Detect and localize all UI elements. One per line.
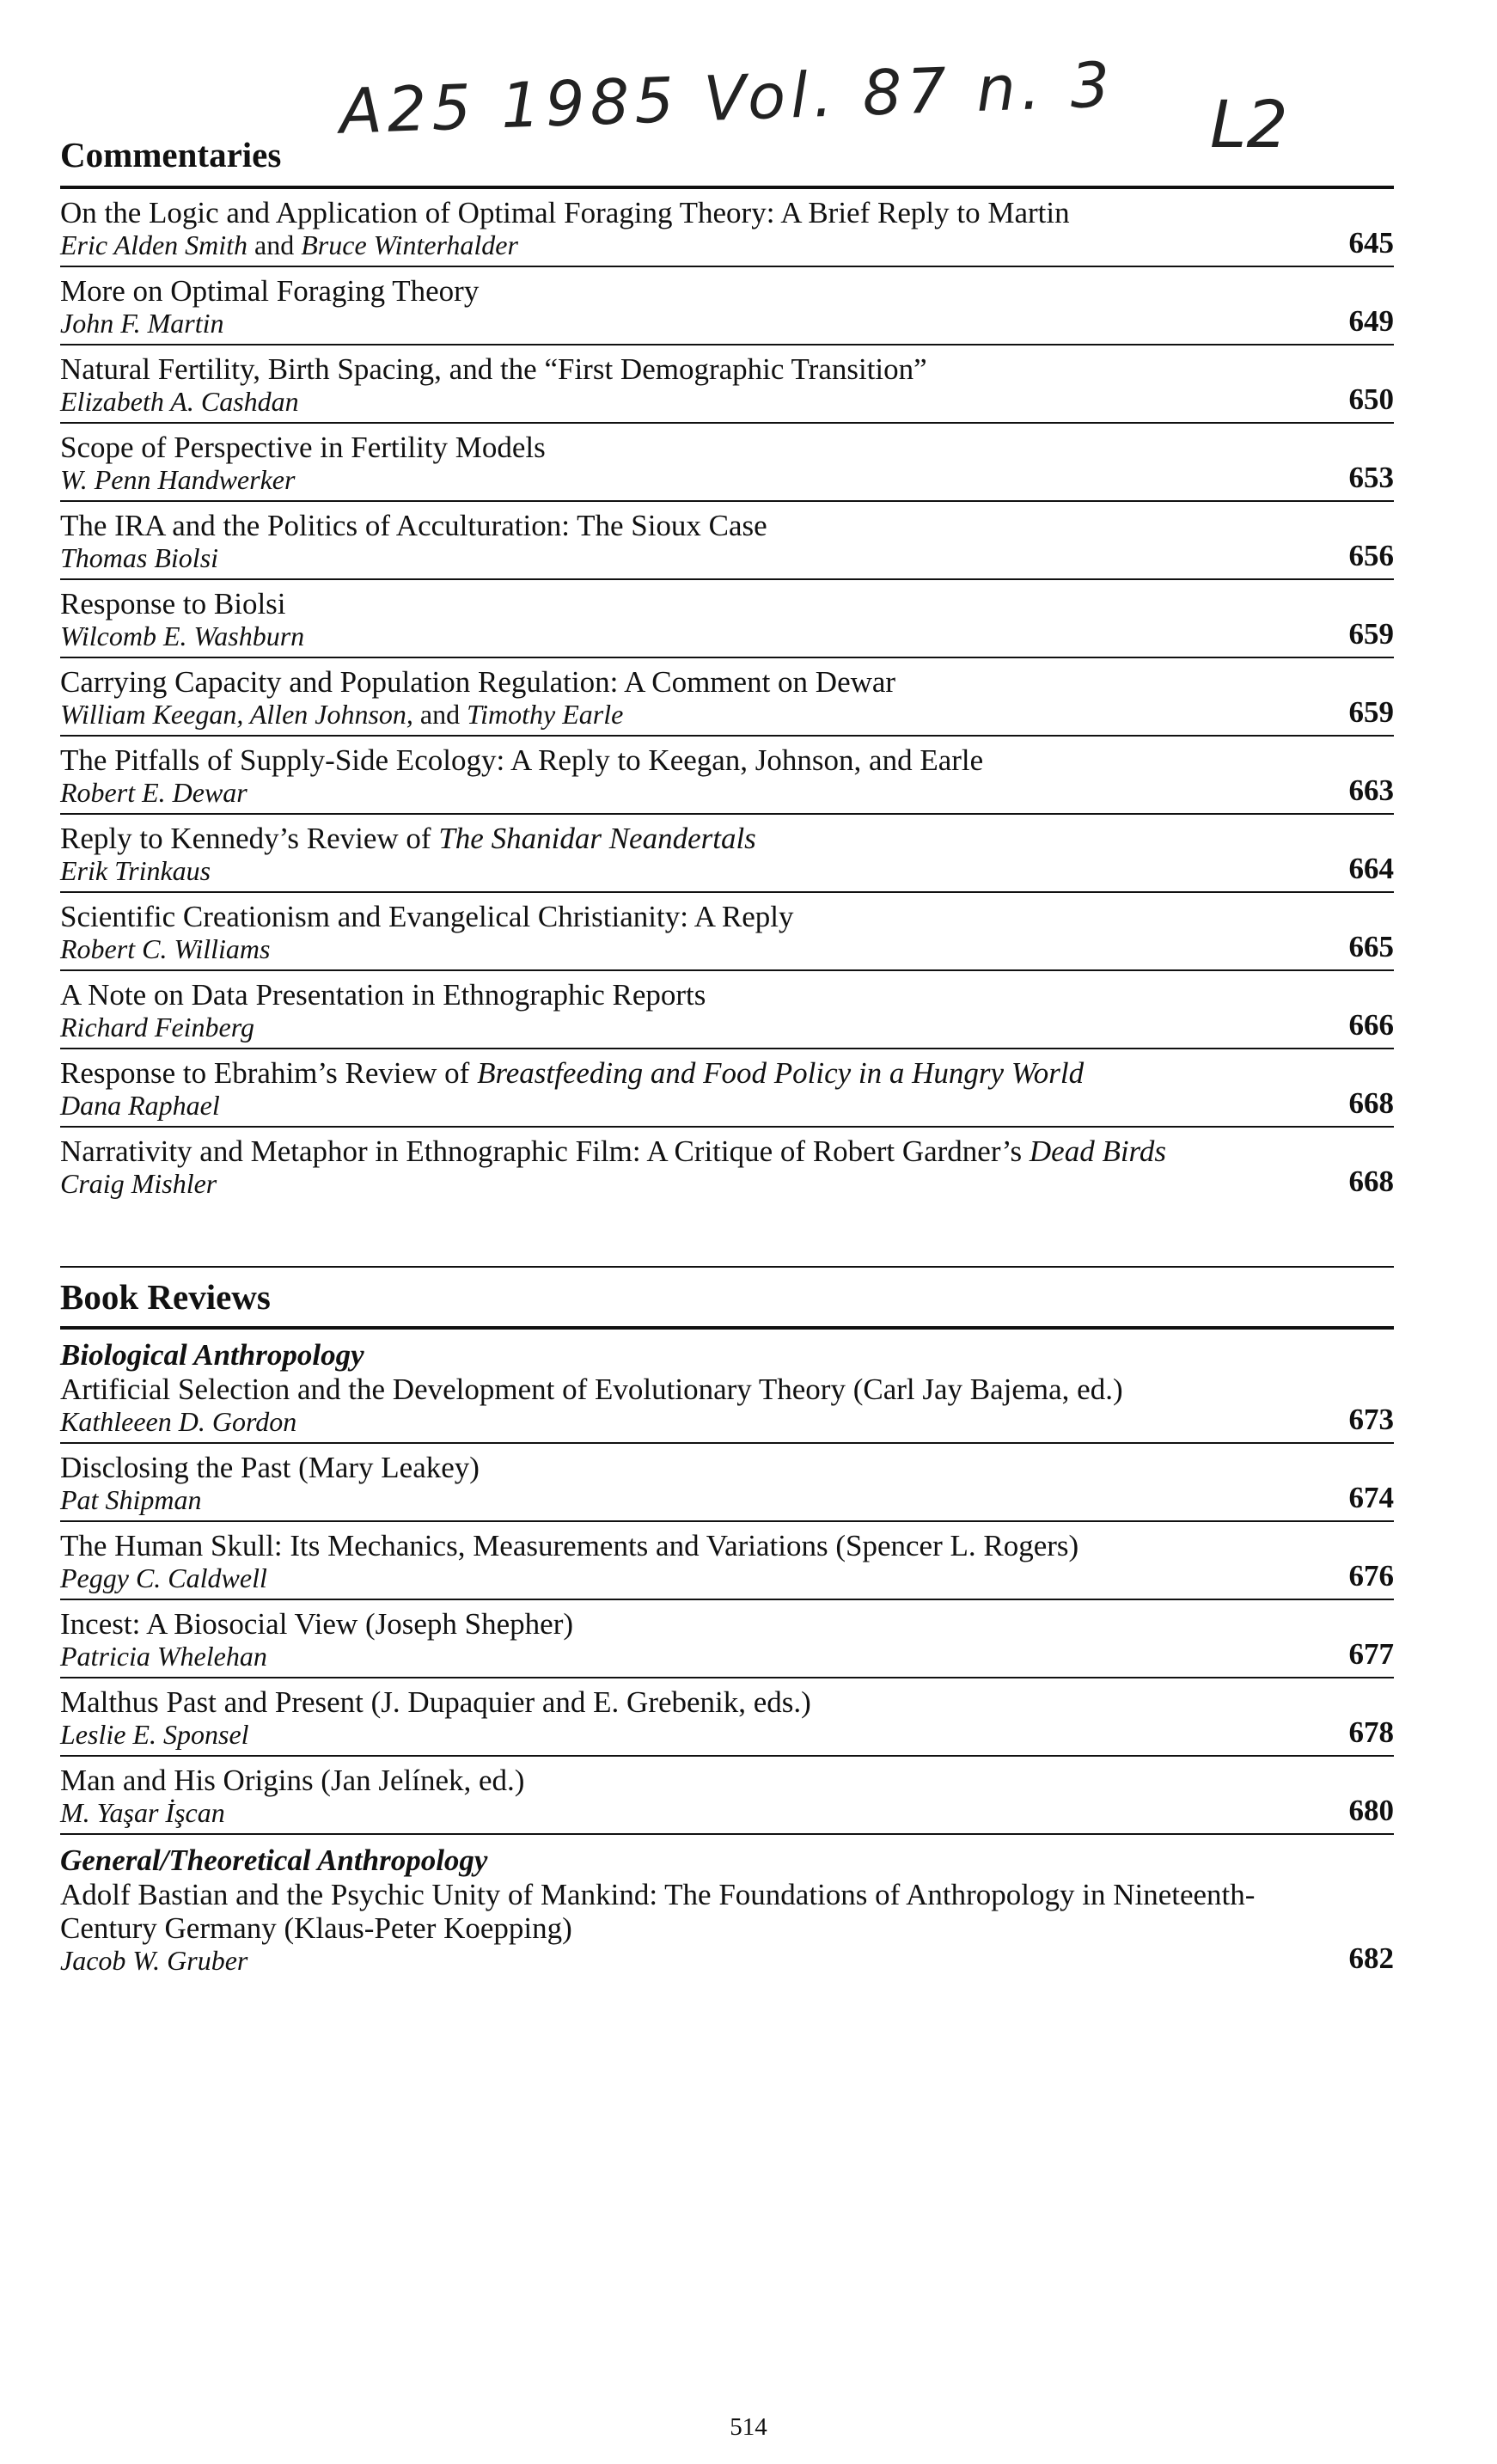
entry-author: Wilcomb E. Washburn (60, 621, 305, 651)
entry-page-number: 663 (1348, 773, 1394, 807)
entry-page-number: 674 (1348, 1481, 1394, 1514)
entry-title: Carrying Capacity and Population Regulation: A Comment on Dewar (60, 665, 896, 699)
entry-title: Man and His Origins (Jan Jelínek, ed.) (60, 1764, 525, 1797)
contents-entry (60, 580, 1394, 658)
contents-entry (60, 815, 1394, 893)
contents-entry (60, 345, 1394, 424)
entry-page-number: 666 (1348, 1008, 1394, 1042)
entry-page-number: 649 (1348, 304, 1394, 338)
contents-entry (60, 1522, 1394, 1600)
contents-entry (60, 1757, 1394, 1835)
entry-title: Narrativity and Metaphor in Ethnographic Film: A Critique of Robert Gardner’s Dead Birds (60, 1134, 1166, 1168)
contents-entry (60, 737, 1394, 815)
subsection-heading: Biological Anthropology (60, 1338, 364, 1372)
entry-title: Response to Ebrahim’s Review of Breastfeeding and Food Policy in a Hungry World (60, 1056, 1085, 1090)
commentaries-heading: Commentaries (60, 129, 1394, 189)
entry-author: John F. Martin (60, 308, 224, 339)
contents-entry (60, 893, 1394, 971)
entry-title: Adolf Bastian and the Psychic Unity of Mankind: The Foundations of Anthropology in Nineteenth-Century Germany (Klaus-Peter Koepping) (60, 1878, 1256, 1945)
contents-entry (60, 658, 1394, 737)
contents-page (60, 0, 1394, 1981)
contents-entry (60, 502, 1394, 580)
contents-entry (60, 1871, 1394, 1981)
entry-author: W. Penn Handwerker (60, 464, 296, 495)
contents-entry (60, 1678, 1394, 1757)
entry-page-number: 682 (1348, 1941, 1394, 1975)
contents-entry (60, 971, 1394, 1049)
entry-author: Elizabeth A. Cashdan (60, 386, 299, 417)
entry-title: Reply to Kennedy’s Review of The Shanidar Neandertals (60, 822, 756, 855)
entry-title: Natural Fertility, Birth Spacing, and the “First Demographic Transition” (60, 352, 927, 386)
entry-page-number: 650 (1348, 382, 1394, 416)
entry-author: Eric Alden Smith and Bruce Winterhalder (60, 229, 518, 260)
entry-title: Scientific Creationism and Evangelical Christianity: A Reply (60, 900, 794, 933)
book-reviews-heading: Book Reviews (60, 1266, 1394, 1330)
entry-page-number: 645 (1348, 226, 1394, 260)
entry-page-number: 659 (1348, 695, 1394, 729)
entry-author: Erik Trinkaus (60, 855, 211, 886)
contents-entry (60, 1049, 1394, 1128)
contents-entry (60, 1600, 1394, 1678)
contents-entry (60, 424, 1394, 502)
page-number: 514 (730, 2413, 767, 2441)
entry-author: M. Yaşar İşcan (60, 1797, 225, 1828)
entry-author: William Keegan, Allen Johnson, and Timothy Earle (60, 699, 624, 730)
entry-page-number: 665 (1348, 930, 1394, 963)
entry-page-number: 659 (1348, 617, 1394, 651)
entry-page-number: 656 (1348, 539, 1394, 572)
entry-page-number: 664 (1348, 852, 1394, 885)
entry-author: Leslie E. Sponsel (60, 1719, 249, 1750)
entry-page-number: 676 (1348, 1559, 1394, 1593)
entry-author: Jacob W. Gruber (60, 1945, 248, 1976)
entry-author: Craig Mishler (60, 1168, 217, 1199)
subsection-heading: General/Theoretical Anthropology (60, 1843, 488, 1877)
entry-author: Richard Feinberg (60, 1012, 255, 1042)
entry-author: Robert E. Dewar (60, 777, 247, 808)
entry-author: Thomas Biolsi (60, 542, 219, 573)
entry-title: Incest: A Biosocial View (Joseph Shepher) (60, 1607, 574, 1641)
contents-entry (60, 189, 1394, 267)
entry-page-number: 653 (1348, 461, 1394, 494)
handwritten-mark: L2 (1210, 86, 1288, 162)
entry-page-number: 677 (1348, 1637, 1394, 1671)
entry-author: Peggy C. Caldwell (60, 1562, 267, 1593)
entry-title: Response to Biolsi (60, 587, 286, 621)
entry-title: The Human Skull: Its Mechanics, Measurements and Variations (Spencer L. Rogers) (60, 1529, 1079, 1562)
contents-entry (60, 1444, 1394, 1522)
entry-title: The Pitfalls of Supply-Side Ecology: A Reply to Keegan, Johnson, and Earle (60, 743, 984, 777)
entry-title: Disclosing the Past (Mary Leakey) (60, 1451, 480, 1484)
entry-title: Scope of Perspective in Fertility Models (60, 431, 546, 464)
entry-page-number: 678 (1348, 1715, 1394, 1749)
entry-title: Artificial Selection and the Development of Evolutionary Theory (Carl Jay Bajema, ed.) (60, 1373, 1123, 1406)
entry-page-number: 668 (1348, 1086, 1394, 1120)
entry-author: Robert C. Williams (60, 933, 271, 964)
commentaries-list (60, 189, 1394, 1204)
entry-title: On the Logic and Application of Optimal Foraging Theory: A Brief Reply to Martin (60, 196, 1070, 229)
entry-title: Malthus Past and Present (J. Dupaquier and E. Grebenik, eds.) (60, 1685, 811, 1719)
entry-page-number: 668 (1348, 1165, 1394, 1198)
entry-page-number: 680 (1348, 1794, 1394, 1827)
entry-author: Kathleeen D. Gordon (60, 1406, 297, 1437)
entry-author: Pat Shipman (60, 1484, 202, 1515)
contents-entry (60, 267, 1394, 345)
contents-entry (60, 1366, 1394, 1444)
book-reviews-list (60, 1330, 1394, 1981)
entry-page-number: 673 (1348, 1403, 1394, 1436)
entry-title: More on Optimal Foraging Theory (60, 274, 480, 308)
entry-author: Patricia Whelehan (60, 1641, 267, 1672)
contents-entry (60, 1128, 1394, 1204)
handwritten-call-number: A25 1985 Vol. 87 n. 3 (338, 48, 1116, 148)
entry-author: Dana Raphael (60, 1090, 220, 1121)
entry-title: A Note on Data Presentation in Ethnographic Reports (60, 978, 706, 1012)
entry-title: The IRA and the Politics of Acculturation: The Sioux Case (60, 509, 767, 542)
